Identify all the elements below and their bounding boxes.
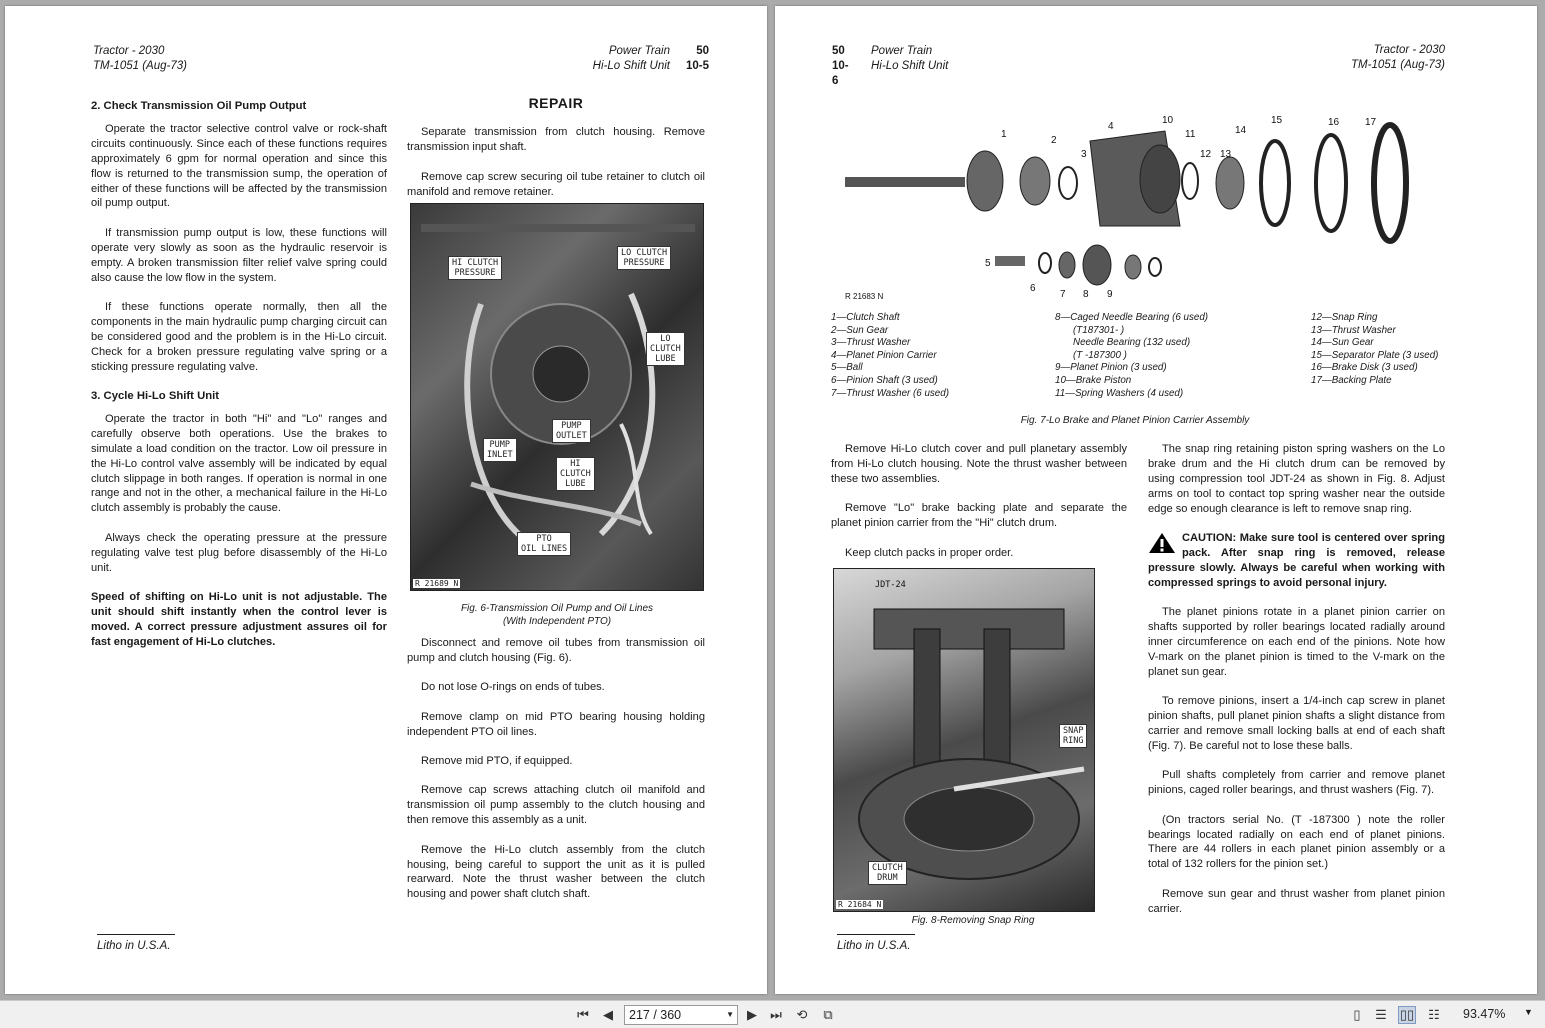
chevron-down-icon[interactable]: ▼ [726,1010,734,1019]
left-column-1 [91,99,387,664]
fig7-callout-13: 13 [1220,149,1232,160]
left-column-2-lower [407,636,705,917]
paragraph-bold: Speed of shifting on Hi-Lo unit is not adjustable. The unit should shift instantly when the control lever is moved. A correct pressure adjustment assures oil for fast engagement of Hi-Lo clutches. [91,590,387,648]
page-217-right [775,6,1537,994]
fig7-exploded-diagram [835,101,1455,306]
continuous-icon[interactable]: ☰ [1375,1007,1387,1022]
fig6-photo [410,203,704,591]
label-jdt-24: JDT-24 [875,580,906,590]
right-column-1 [831,442,1127,575]
section-heading: 2. Check Transmission Oil Pump Output [91,100,307,112]
paragraph: Remove "Lo" brake backing plate and separate the planet pinion carrier from the "Hi" clutch drum. [831,502,1127,530]
two-page-icon[interactable]: ▯▯ [1399,1007,1415,1022]
label-pump-outlet: PUMP OUTLET [552,419,591,443]
fig8-photo [833,568,1095,912]
paragraph: Keep clutch packs in proper order. [845,546,1014,559]
warning-triangle-icon [1148,532,1176,554]
label-clutch-drum: CLUTCH DRUM [868,861,907,885]
caution-text: CAUTION: Make sure tool is centered over spring pack. After snap ring is removed, release pressure slowly. Always be careful when working with compressed springs to avoid personal injury. [1148,532,1445,589]
paragraph: Do not lose O-rings on ends of tubes. [421,681,605,694]
fig7-callout-9: 9 [1107,289,1113,300]
fig7-callout-11: 11 [1185,129,1196,140]
paragraph: Remove mid PTO, if equipped. [421,755,573,768]
next-page-icon[interactable]: ▶ [747,1007,757,1022]
viewer-toolbar [0,1000,1545,1028]
label-hi-clutch-lube: HI CLUTCH LUBE [556,457,595,491]
footer-litho: Litho in U.S.A. [97,940,171,952]
fig7-callout-8: 8 [1083,289,1089,300]
right-column-2 [1148,442,1445,931]
paragraph: Remove cap screws attaching clutch oil manifold and transmission oil pump assembly to the clutch housing and then remove this assembly as a unit. [407,784,705,827]
compare-icon[interactable]: ⧉ [823,1007,833,1022]
label-pump-inlet: PUMP INLET [483,438,517,462]
fig7-callout-10: 10 [1162,115,1174,126]
repair-heading: REPAIR [528,95,584,111]
fig7-callout-15: 15 [1271,115,1283,126]
header-section: Power Train Hi-Lo Shift Unit [871,45,949,72]
fig6-caption: Fig. 6-Transmission Oil Pump and Oil Lines (With Independent PTO) [460,603,654,627]
header-left [93,44,187,74]
paragraph: Remove Hi-Lo clutch cover and pull planetary assembly from Hi-Lo clutch housing. Note the thrust washer between these two assemblies. [831,443,1127,485]
fig7-callout-14: 14 [1235,125,1247,136]
fig7-legend-col3: 12—Snap Ring 13—Thrust Washer 14—Sun Gear 15—Separator Plate (3 used) 16—Brake Disk (3 used) 17—Backing Plate [1311,312,1439,386]
paragraph: If transmission pump output is low, these functions will operate very slowly as soon as the hydraulic reservoir is empty. A broken transmission filter relief valve spring could also cause the low flow in the system. [91,226,387,284]
paragraph: The snap ring retaining piston spring washers on the Lo brake drum and the Hi clutch drum can be removed by using compression tool JDT-24 as shown in Fig. 8. Adjust arms on tool to contact top spring washer near the outside edge so enough clearance is left to remove snap ring. [1148,443,1445,515]
paragraph: Separate transmission from clutch housing. Remove transmission input shaft. [407,126,705,154]
paragraph: If these functions operate normally, then all the components in the main hydraulic pump charging circuit can be considered good and the problem is in the Hi-Lo circuit. Check for a broken pressure regulating valve spring or a sticking pressure regulating valve. [91,300,387,373]
label-pto-oil-lines: PTO OIL LINES [517,532,571,556]
footer-rule [97,934,175,935]
fig7-callout-6: 6 [1030,283,1036,294]
rotate-icon[interactable]: ⟲ [796,1007,808,1022]
section-heading: 3. Cycle Hi-Lo Shift Unit [91,390,220,402]
label-lo-clutch-lube: LO CLUTCH LUBE [646,332,685,366]
fig7-callout-4: 4 [1108,121,1114,132]
label-hi-clutch-pressure: HI CLUTCH PRESSURE [448,256,502,280]
paragraph: Operate the tractor selective control valve or rock-shaft circuits continuously. Since each of these functions requires approximately 6 gpm for normal operation and since this flow is returned to the transmission sump, the operation of either of these functions will be affected by the transmission oil pump output. [91,122,387,210]
zoom-level[interactable]: 93.47% [1463,1007,1506,1021]
fig7-legend-col2: 8—Caged Needle Bearing (6 used) (T187301- ) Needle Bearing (132 used) (T -187300 ) 9—Planet Pinion (3 used) 10—Brake Piston 11—Spring Washers (4 used) [1055,312,1209,399]
fig6-reference-number: R 21689 N [415,579,459,588]
fig7-callout-2: 2 [1051,135,1057,146]
page-217-left [5,6,767,994]
footer-rule [837,934,915,935]
paragraph: Remove the Hi-Lo clutch assembly from the clutch housing, being careful to support the unit as it is pulled rearward. Note the thrust washer between the clutch housing and power shaft clutch shaft. [407,843,705,901]
label-lo-clutch-pressure: LO CLUTCH PRESSURE [617,246,671,270]
header-manual: TM-1051 (Aug-73) [93,60,187,72]
fig7-parts [845,125,1406,285]
page-number-input[interactable] [624,1005,738,1025]
header-model: Tractor - 2030 [93,45,165,57]
header-manual: TM-1051 (Aug-73) [1351,59,1445,71]
paragraph: To remove pinions, insert a 1/4-inch cap screw in planet pinion shafts, pull planet pinion shafts a slight distance from carrier and remove small locking balls at end of each shaft (Fig. 7). Be careful not to lose these balls. [1148,695,1445,752]
two-page-continuous-icon[interactable]: ☷ [1428,1007,1440,1022]
header-model: Tractor - 2030 [1373,44,1445,56]
paragraph: Remove sun gear and thrust washer from planet pinion carrier. [1148,887,1445,915]
header-right [1295,43,1445,73]
paragraph: Disconnect and remove oil tubes from transmission oil pump and clutch housing (Fig. 6). [407,637,705,664]
paragraph: The planet pinions rotate in a planet pinion carrier on shafts supported by roller bearings located radially around inner circumference on each end of the pinions. Note how V-mark on the planet pinion is timed to the V-mark on the planet sun gear. [1148,606,1445,678]
paragraph: Operate the tractor in both "Hi" and "Lo" ranges and carefully observe both operations. Use the brakes to simulate a load condition on the tractor. Low oil pressure in the Hi-Lo control valve assembly will be indicated by equal clutch slippage in both ranges. If operation is normal in one range and not in the other, a mechanical failure in the Hi-Lo clutch assembly is probably the cause. [91,412,387,515]
paragraph: (On tractors serial No. (T -187300 ) note the roller bearings located radially on each end of planet pinions. There are 44 rollers in each planet pinion assembly or a total of 132 rollers for the pinion set.) [1148,813,1445,871]
paragraph: Remove clamp on mid PTO bearing housing holding independent PTO oil lines. [407,710,705,738]
footer-litho: Litho in U.S.A. [837,940,911,952]
paragraph: Always check the operating pressure at the pressure regulating valve test plug before disassembly of the Hi-Lo unit. [91,531,387,574]
header-page-number: 50 10-5 [685,45,709,72]
fig7-callout-5: 5 [985,258,991,269]
fig7-callout-12: 12 [1200,149,1212,160]
fig7-callout-7: 7 [1060,289,1066,300]
paragraph: Remove cap screw securing oil tube retainer to clutch oil manifold and remove retainer. [407,170,705,198]
fig7-callout-1: 1 [1001,129,1007,140]
single-page-icon[interactable]: ▯ [1353,1007,1361,1022]
fig7-callout-16: 16 [1328,117,1340,128]
first-page-icon[interactable]: ⏮ [577,1007,589,1022]
zoom-dropdown-icon[interactable]: ▼ [1524,1007,1533,1017]
paragraph: Pull shafts completely from carrier and remove planet pinions, caged roller bearings, and thrust washers (Fig. 7). [1148,769,1445,797]
fig7-callout-3: 3 [1081,149,1087,160]
fig7-callout-17: 17 [1365,117,1377,128]
prev-page-icon[interactable]: ◀ [603,1007,613,1022]
fig8-caption: Fig. 8-Removing Snap Ring [911,915,1035,926]
caution-note [1148,531,1445,591]
header-section: Power Train Hi-Lo Shift Unit [592,45,670,72]
last-page-icon[interactable]: ⏭ [770,1007,782,1022]
page-number-value: 217 / 360 [629,1008,682,1022]
fig7-reference-number: R 21683 N [845,292,884,301]
fig7-legend-col1: 1—Clutch Shaft 2—Sun Gear 3—Thrust Washer 4—Planet Pinion Carrier 5—Ball 6—Pinion Shaft (3 used) 7—Thrust Washer (6 used) [831,312,949,399]
fig7-caption: Fig. 7-Lo Brake and Planet Pinion Carrier Assembly [1020,415,1250,426]
fig8-reference-number: R 21684 N [838,900,882,909]
header-page-number: 50 10-6 [832,45,849,87]
left-column-2 [407,96,705,214]
label-snap-ring: SNAP RING [1059,724,1087,748]
